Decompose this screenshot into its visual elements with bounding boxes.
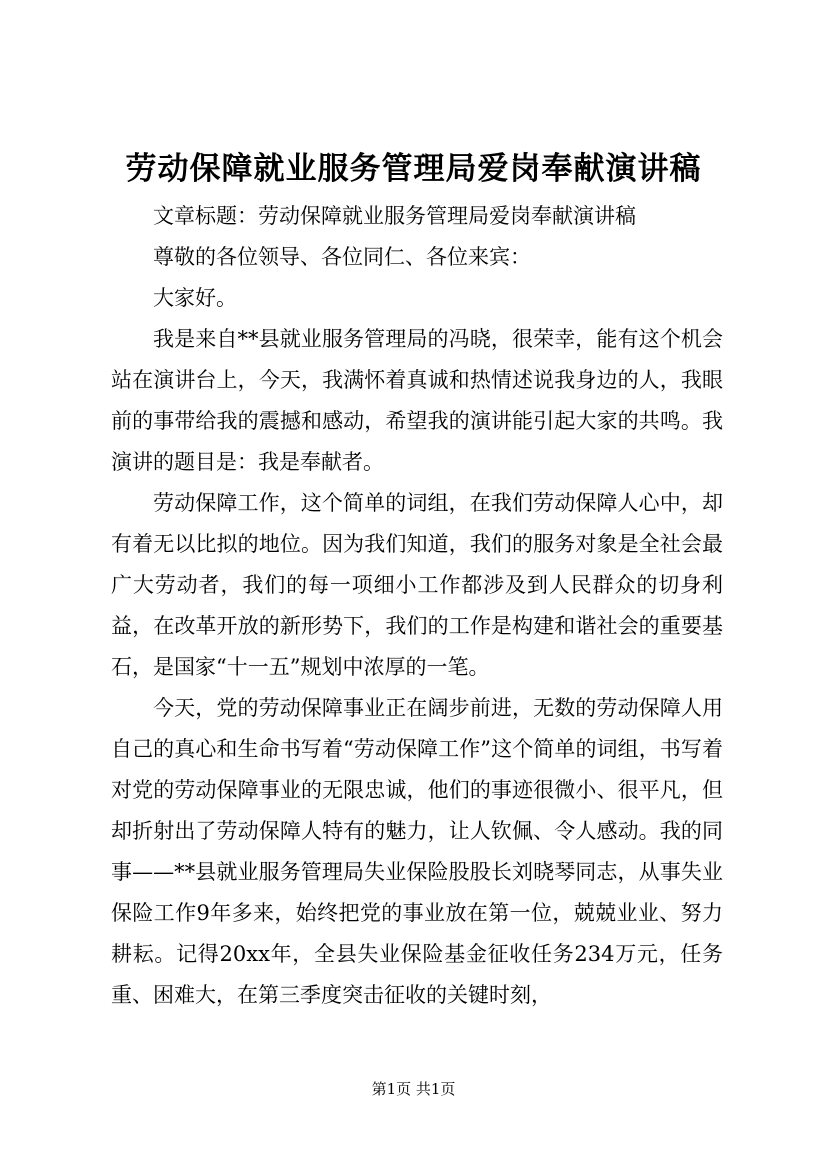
paragraph-colleague: 今天，党的劳动保障事业正在阔步前进，无数的劳动保障人用自己的真心和生命书写着“劳动保障工作”这个简单的词组，书写着对党的劳动保障事业的无限忠诚，他们的事迹很微小、很平凡，但却折射出了劳动保障人特有的魅力，让人钦佩、令人感动。我的同事——**县就业服务管理局失业保险股股长刘晓琴同志，从事失业保险工作9年多来，始终把党的事业放在第一位，兢兢业业、努力耕耘。记得20xx年，全县失业保险基金征收任务234万元，任务重、困难大，在第三季度突击征收的关键时刻，: [111, 696, 723, 1007]
greeting-line: 大家好。: [153, 286, 237, 310]
paragraph-intro: 我是来自**县就业服务管理局的冯晓，很荣幸，能有这个机会站在演讲台上，今天，我满怀着真诚和热情述说我身边的人，我眼前的事带给我的震撼和感动，希望我的演讲能引起大家的共鸣。我演讲的题目是：我是奉献者。: [111, 327, 723, 474]
document-body: [111, 196, 723, 1016]
page-footer: 第1页 共1页: [371, 1080, 456, 1098]
article-title-line: 文章标题：劳动保障就业服务管理局爱岗奉献演讲稿: [153, 204, 636, 228]
salutation-line: 尊敬的各位领导、各位同仁、各位来宾：: [153, 245, 531, 269]
document-title: 劳动保障就业服务管理局爱岗奉献演讲稿: [125, 151, 702, 187]
paragraph-work: 劳动保障工作，这个简单的词组，在我们劳动保障人心中，却有着无以比拟的地位。因为我们知道，我们的服务对象是全社会最广大劳动者，我们的每一项细小工作都涉及到人民群众的切身利益，在改革开放的新形势下，我们的工作是构建和谐社会的重要基石，是国家“十一五”规划中浓厚的一笔。: [111, 491, 723, 679]
